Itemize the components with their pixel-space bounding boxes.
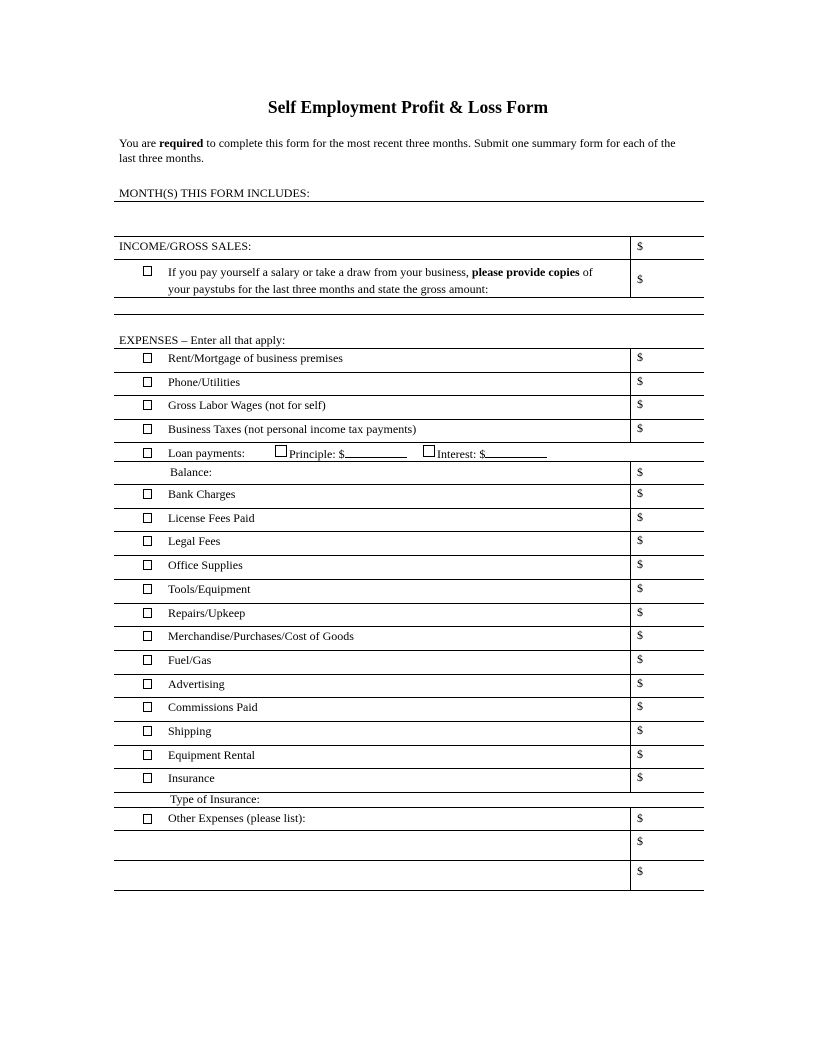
legal-fees-checkbox[interactable] — [143, 536, 152, 546]
gross-labor-wages-not-for-self-label: Gross Labor Wages (not for self) — [168, 398, 326, 412]
rule — [114, 807, 704, 808]
row-rule — [114, 395, 704, 396]
equipment-rental-checkbox[interactable] — [143, 750, 152, 760]
principal-checkbox[interactable] — [275, 445, 287, 457]
rent-mortgage-of-business-premises-checkbox[interactable] — [143, 353, 152, 363]
balance-dollar[interactable]: $ — [637, 465, 643, 479]
advertising-dollar[interactable]: $ — [637, 675, 643, 690]
bank-charges-checkbox[interactable] — [143, 489, 152, 499]
column-divider — [630, 348, 631, 442]
phone-utilities-checkbox[interactable] — [143, 377, 152, 387]
rule — [114, 484, 704, 485]
salary-text: If you pay yourself a salary or take a draw from your business, please provide copies of your paystubs for the last three months and state the gross amount: — [168, 265, 593, 296]
phone-utilities-label: Phone/Utilities — [168, 374, 240, 389]
row-rule — [114, 419, 704, 420]
row-rule — [114, 626, 704, 627]
other-expenses-dollar-3[interactable]: $ — [637, 864, 643, 878]
other-expenses-dollar[interactable]: $ — [637, 811, 643, 825]
row-rule — [114, 697, 704, 698]
office-supplies-label: Office Supplies — [168, 558, 243, 573]
other-expenses-dollar-2[interactable]: $ — [637, 834, 643, 848]
row-rule — [114, 721, 704, 722]
insurance-label: Insurance — [168, 771, 215, 786]
other-expenses-label: Other Expenses (please list): — [168, 811, 306, 825]
row-rule — [114, 442, 704, 443]
principal-field[interactable]: Principle: $ — [289, 446, 407, 461]
bank-charges-dollar[interactable]: $ — [637, 486, 643, 500]
column-divider — [630, 807, 631, 890]
shipping-label: Shipping — [168, 724, 212, 738]
insurance-type-label: Type of Insurance: — [170, 792, 260, 806]
salary-checkbox[interactable] — [143, 266, 152, 276]
shipping-dollar[interactable]: $ — [637, 723, 643, 737]
commissions-paid-checkbox[interactable] — [143, 702, 152, 712]
license-fees-paid-checkbox[interactable] — [143, 513, 152, 523]
tools-equipment-checkbox[interactable] — [143, 584, 152, 594]
column-divider — [630, 484, 631, 792]
legal-fees-label: Legal Fees — [168, 534, 221, 549]
form-title: Self Employment Profit & Loss Form — [267, 97, 549, 117]
income-dollar[interactable]: $ — [637, 239, 643, 253]
row-rule — [114, 745, 704, 746]
months-label: MONTH(S) THIS FORM INCLUDES: — [119, 186, 310, 200]
salary-dollar[interactable]: $ — [637, 272, 643, 286]
interest-checkbox[interactable] — [423, 445, 435, 457]
row-rule — [114, 555, 704, 556]
interest-field[interactable]: Interest: $ — [437, 446, 547, 461]
rule — [114, 259, 704, 260]
rule — [114, 348, 704, 349]
tools-equipment-dollar[interactable]: $ — [637, 580, 643, 595]
phone-utilities-dollar[interactable]: $ — [637, 373, 643, 388]
rule — [114, 461, 704, 462]
row-rule — [114, 650, 704, 651]
rule — [114, 314, 704, 315]
repairs-upkeep-checkbox[interactable] — [143, 608, 152, 618]
repairs-upkeep-label: Repairs/Upkeep — [168, 605, 246, 620]
insurance-checkbox[interactable] — [143, 773, 152, 783]
balance-label: Balance: — [170, 465, 212, 479]
row-rule — [114, 579, 704, 580]
license-fees-paid-dollar[interactable]: $ — [637, 509, 643, 524]
merchandise-purchases-cost-of-goods-label: Merchandise/Purchases/Cost of Goods — [168, 629, 354, 644]
rule — [114, 830, 704, 831]
commissions-paid-dollar[interactable]: $ — [637, 699, 643, 714]
loan-checkbox[interactable] — [143, 448, 152, 458]
intro-text: You are required to complete this form for the most recent three months. Submit one summary form for each of the last three months. — [119, 136, 676, 165]
business-taxes-not-personal-income-tax-payments-dollar[interactable]: $ — [637, 420, 643, 435]
gross-labor-wages-not-for-self-checkbox[interactable] — [143, 400, 152, 410]
office-supplies-dollar[interactable]: $ — [637, 557, 643, 572]
column-divider — [630, 236, 631, 297]
row-rule — [114, 372, 704, 373]
gross-labor-wages-not-for-self-dollar[interactable]: $ — [637, 397, 643, 411]
row-rule — [114, 508, 704, 509]
fuel-gas-dollar[interactable]: $ — [637, 651, 643, 666]
equipment-rental-label: Equipment Rental — [168, 747, 255, 762]
insurance-dollar[interactable]: $ — [637, 770, 643, 785]
row-rule — [114, 674, 704, 675]
rule — [114, 860, 704, 861]
loan-label: Loan payments: — [168, 446, 245, 460]
advertising-label: Advertising — [168, 676, 225, 691]
column-divider — [630, 461, 631, 484]
income-header: INCOME/GROSS SALES: — [119, 239, 252, 253]
office-supplies-checkbox[interactable] — [143, 560, 152, 570]
license-fees-paid-label: License Fees Paid — [168, 510, 255, 525]
merchandise-purchases-cost-of-goods-dollar[interactable]: $ — [637, 628, 643, 643]
tools-equipment-label: Tools/Equipment — [168, 581, 251, 596]
business-taxes-not-personal-income-tax-payments-label: Business Taxes (not personal income tax payments) — [168, 421, 417, 436]
fuel-gas-label: Fuel/Gas — [168, 652, 212, 667]
merchandise-purchases-cost-of-goods-checkbox[interactable] — [143, 631, 152, 641]
bank-charges-label: Bank Charges — [168, 487, 236, 501]
legal-fees-dollar[interactable]: $ — [637, 533, 643, 548]
other-expenses-checkbox[interactable] — [143, 814, 152, 824]
rent-mortgage-of-business-premises-label: Rent/Mortgage of business premises — [168, 351, 343, 365]
rule — [114, 890, 704, 891]
rule — [114, 297, 704, 298]
advertising-checkbox[interactable] — [143, 679, 152, 689]
months-line — [114, 201, 704, 202]
rule — [114, 236, 704, 237]
row-rule — [114, 603, 704, 604]
fuel-gas-checkbox[interactable] — [143, 655, 152, 665]
equipment-rental-dollar[interactable]: $ — [637, 746, 643, 761]
row-rule — [114, 531, 704, 532]
expenses-header: EXPENSES – Enter all that apply: — [119, 333, 286, 347]
rent-mortgage-of-business-premises-dollar[interactable]: $ — [637, 350, 643, 364]
commissions-paid-label: Commissions Paid — [168, 700, 258, 715]
shipping-checkbox[interactable] — [143, 726, 152, 736]
row-rule — [114, 768, 704, 769]
business-taxes-not-personal-income-tax-payments-checkbox[interactable] — [143, 424, 152, 434]
repairs-upkeep-dollar[interactable]: $ — [637, 604, 643, 619]
